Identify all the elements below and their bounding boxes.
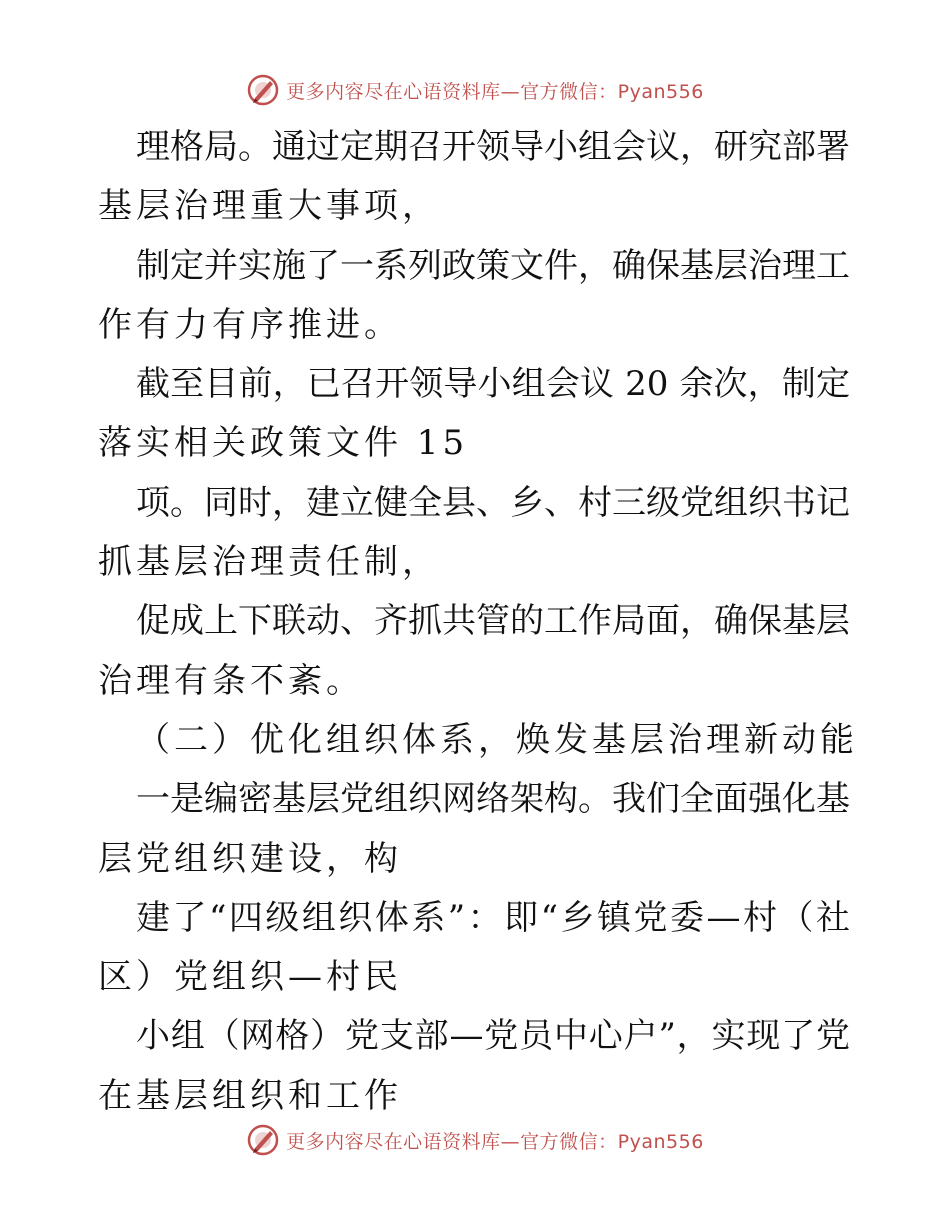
paragraph-line: 一是编密基层党组织网络架构。我们全面强化基 <box>136 779 850 820</box>
paragraph-line: 区）党组织—村民 <box>98 957 402 998</box>
paragraph-line: 建了“四级组织体系”：即“乡镇党委—村（社 <box>136 897 850 938</box>
paragraph-line: 落实相关政策文件 15 <box>98 423 469 464</box>
paragraph-line: 制定并实施了一系列政策文件，确保基层治理工 <box>136 245 850 286</box>
paragraph-line: 基层治理重大事项， <box>98 186 440 227</box>
paragraph-line: 截至目前，已召开领导小组会议 20 余次，制定 <box>136 364 850 405</box>
paragraph-line: 抓基层治理责任制， <box>98 542 440 583</box>
section-heading: （二）优化组织体系，焕发基层治理新动能 <box>136 719 858 760</box>
paragraph-line: 项。同时，建立健全县、乡、村三级党组织书记 <box>136 482 850 523</box>
paragraph-line: 理格局。通过定期召开领导小组会议，研究部署 <box>136 127 850 167</box>
paragraph-line: 小组（网格）党支部—党员中心户”，实现了党 <box>136 1016 850 1057</box>
paragraph-line: 在基层组织和工作 <box>98 1075 402 1116</box>
pen-logo-icon <box>246 73 280 107</box>
pen-logo-icon <box>246 1123 280 1157</box>
header-banner-text: 更多内容尽在心语资料库—官方微信：Pyan556 <box>286 80 704 103</box>
header-banner <box>0 70 950 110</box>
document-body <box>98 118 858 1126</box>
footer-banner-text: 更多内容尽在心语资料库—官方微信：Pyan556 <box>286 1130 704 1153</box>
paragraph-line: 层党组织建设，构 <box>98 838 402 879</box>
paragraph-line: 治理有条不紊。 <box>98 660 364 701</box>
paragraph-line: 促成上下联动、齐抓共管的工作局面，确保基层 <box>136 601 850 642</box>
footer-banner <box>0 1120 950 1160</box>
paragraph-line: 作有力有序推进。 <box>98 304 402 345</box>
